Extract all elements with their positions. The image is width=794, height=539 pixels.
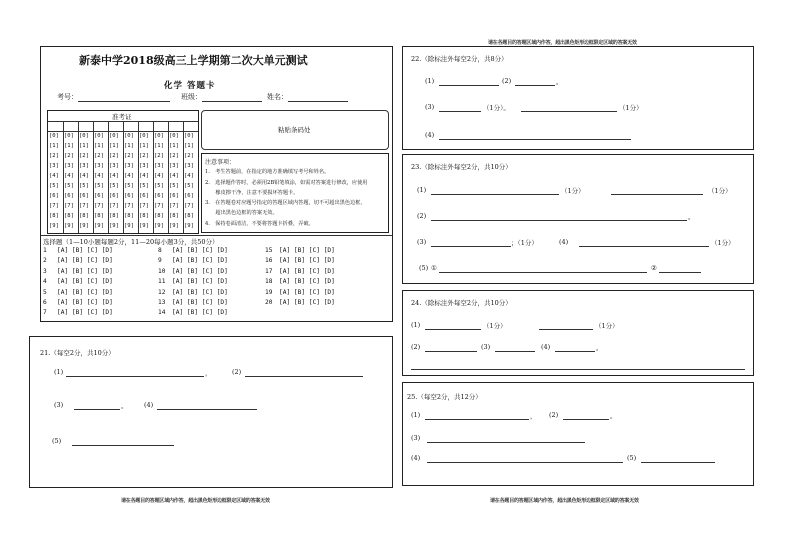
admission-digit-bubble[interactable]: [9] [64,223,74,229]
q22-panel [402,46,754,150]
q22-b3-label: (3) [425,103,435,111]
q23-c2-blank[interactable] [659,272,701,273]
class-label: 班级： [181,93,202,101]
q22-b2-end: 。 [556,78,563,86]
q21-b3-label: (3) [54,401,64,409]
mc-question-row[interactable] [43,299,113,306]
q23-b3-label: (3) [417,238,427,246]
q23-b1b-points: （1分） [708,187,732,195]
admission-digit-bubble[interactable]: [0] [49,133,59,139]
mc-question-row[interactable] [43,309,113,316]
mc-question-row[interactable] [265,268,335,275]
admission-digit-bubble[interactable]: [8] [139,213,149,219]
q24-b1-label: (1) [411,321,421,329]
q21-b5-label: (5) [52,437,62,445]
mc-question-row[interactable] [43,268,113,275]
admission-digit-bubble[interactable]: [0] [109,133,119,139]
q22-b2-label: (2) [502,77,512,85]
mc-options[interactable]: [A] [B] [C] [D] [57,278,113,286]
admission-digit-bubble[interactable]: [7] [49,203,59,209]
q24-b2-blank[interactable] [425,351,477,352]
admission-digit-bubble[interactable]: [0] [124,133,134,139]
q24-b4-blank[interactable] [555,351,595,352]
admission-digit-bubble[interactable]: [8] [79,213,89,219]
mc-options[interactable]: [A] [B] [C] [D] [172,267,228,275]
q25-b4-blank[interactable] [427,462,623,463]
admission-digit-bubble[interactable]: [9] [109,223,119,229]
admission-digit-bubble[interactable]: [4] [64,173,74,179]
admission-digit-bubble[interactable]: [8] [94,213,104,219]
mc-options[interactable]: [A] [B] [C] [D] [57,257,113,265]
mc-options[interactable]: [A] [B] [C] [D] [57,267,113,275]
exam-no-field[interactable] [57,92,170,102]
admission-digit-bubble[interactable]: [7] [184,203,194,209]
q25-b2-label: (2) [549,411,559,419]
admission-digit-bubble[interactable]: [6] [139,193,149,199]
admission-digit-bubble[interactable]: [1] [139,143,149,149]
exam-no-label: 考号： [57,93,78,101]
q23-b1-blank[interactable] [431,194,559,195]
mc-question-row[interactable] [265,278,335,285]
admission-digit-bubble[interactable]: [3] [94,163,104,169]
q21-title: 21.（每空2分，共10分） [40,349,115,357]
admission-digit-bubble[interactable]: [5] [139,183,149,189]
mc-question-number: 19 [265,288,273,296]
notice-bottom-right: 请在各题目的答题区域内作答，超出黑色矩形边框限定区域的答案无效 [490,498,639,504]
admission-digit-bubble[interactable]: [9] [124,223,134,229]
admission-digit-bubble[interactable]: [0] [184,133,194,139]
mc-options[interactable]: [A] [B] [C] [D] [279,257,335,265]
mc-options[interactable]: [A] [B] [C] [D] [57,288,113,296]
mc-question-row[interactable] [43,257,113,264]
mc-question-number: 15 [265,247,273,254]
admission-digit-bubble[interactable]: [9] [79,223,89,229]
q21-panel [29,336,393,488]
q22-b2-blank[interactable] [515,85,555,86]
left-header-panel [40,46,393,322]
mc-question-number: 20 [265,299,273,306]
q24-b3-label: (3) [481,343,491,351]
class-field[interactable] [181,92,262,102]
q23-b2-end: 。 [688,213,695,221]
q23-c1-blank[interactable] [439,272,647,273]
mc-question-number: 18 [265,278,273,286]
q21-b4-label: (4) [144,401,154,409]
q25-b1-label: (1) [411,411,421,419]
mc-question-row[interactable] [158,268,228,275]
q25-title: 25.（每空2分，共12分） [407,393,482,401]
admission-digit-bubble[interactable]: [0] [79,133,89,139]
q21-b1-end: ， [205,369,212,377]
admission-digit-bubble[interactable]: [4] [49,173,59,179]
mc-header: 选择题（1—10小题每题2分，11—20每小题3分，共50分） [43,238,219,246]
admission-digit-bubble[interactable]: [3] [79,163,89,169]
mc-options[interactable]: [A] [B] [C] [D] [279,267,335,275]
q24-panel [402,290,754,376]
admission-digit-bubble[interactable]: [2] [94,153,104,159]
q21-b5-blank[interactable] [72,445,174,446]
admission-digit-bubble[interactable]: [3] [49,163,59,169]
notice-bottom-left: 请在各题目的答题区域内作答，超出黑色矩形边框限定区域的答案无效 [121,498,270,504]
admission-digit-bubble[interactable]: [5] [64,183,74,189]
mc-options[interactable]: [A] [B] [C] [D] [172,257,228,265]
admission-digit-bubble[interactable]: [6] [64,193,74,199]
q24-b4-label: (4) [541,343,551,351]
mc-question-number: 12 [158,288,166,296]
admission-digit-bubble[interactable]: [5] [79,183,89,189]
admission-digit-bubble[interactable]: [2] [169,153,179,159]
mc-options[interactable]: [A] [B] [C] [D] [279,278,335,286]
instruction-line-1: 1. 考生答题前，在指定的地方准确填写考号和姓名。 [205,169,330,175]
admission-digit-bubble[interactable]: [2] [64,153,74,159]
q22-b3b-blank[interactable] [521,111,617,112]
admission-digit-bubble[interactable]: [9] [154,223,164,229]
admission-digit-bubble[interactable]: [9] [184,223,194,229]
admission-digit-bubble[interactable]: [3] [124,163,134,169]
mc-question-row[interactable] [43,278,113,285]
admission-digit-bubble[interactable]: [8] [184,213,194,219]
admission-digit-bubble[interactable]: [3] [184,163,194,169]
admission-digit-bubble[interactable]: [0] [94,133,104,139]
mc-question-row[interactable] [43,289,113,296]
q23-b5-label: (5) [419,264,429,272]
q21-b3-end: 。 [121,402,128,410]
admission-digit-bubble[interactable]: [0] [139,133,149,139]
admission-digit-bubble[interactable]: [9] [169,223,179,229]
admission-digit-bubble[interactable]: [2] [154,153,164,159]
mc-question-number: 9 [158,257,162,265]
admission-digit-bubble[interactable]: [9] [94,223,104,229]
q23-b1-points: （1分） [561,187,585,195]
mc-question-row[interactable] [158,309,228,316]
mc-question-number: 3 [43,267,47,275]
q25-b4-label: (4) [411,454,421,462]
q24-b1b-points: （1分） [595,322,619,330]
q21-b4-blank[interactable] [157,409,257,410]
q22-b1-blank[interactable] [439,85,499,86]
q22-b4-blank[interactable] [439,139,631,140]
q22-b4-label: (4) [425,131,435,139]
admission-digit-bubble[interactable]: [9] [49,223,59,229]
admission-digit-bubble[interactable]: [6] [94,193,104,199]
name-label: 姓名： [267,93,288,101]
admission-digit-bubble[interactable]: [8] [109,213,119,219]
barcode-label: 粘贴条码处 [278,126,311,134]
instruction-line-2: 2. 选择题作答时，必须用2B铅笔填涂，如需对答案进行修改，应使用 [205,180,368,186]
mc-question-number: 1 [43,247,47,254]
q25-b1-blank[interactable] [425,419,529,420]
mc-question-number: 6 [43,299,47,306]
q24-b1b-blank[interactable] [539,329,593,330]
mc-question-row[interactable] [265,299,335,306]
instruction-line-4: 3. 在答题卷对应题号指定的答题区域内答题，切不可超出黑色边框， [205,200,366,206]
mc-question-row[interactable] [158,247,228,254]
admission-digit-bubble[interactable]: [3] [109,163,119,169]
mc-question-number: 2 [43,257,47,265]
admission-digit-bubble[interactable]: [7] [154,203,164,209]
q23-b1b-blank[interactable] [611,194,703,195]
admission-digit-bubble[interactable]: [1] [109,143,119,149]
admission-digit-bubble[interactable]: [8] [49,213,59,219]
admission-digit-bubble[interactable]: [7] [64,203,74,209]
mc-question-number: 13 [158,299,166,306]
admission-digit-bubble[interactable]: [2] [49,153,59,159]
mc-question-row[interactable] [265,257,335,264]
admission-digit-bubble[interactable]: [4] [169,173,179,179]
q24-b1-blank[interactable] [425,329,481,330]
q24-extra-line[interactable] [411,369,745,370]
card-subtitle: 化学 答题卡 [164,81,216,91]
mc-question-number: 11 [158,278,166,286]
instruction-line-3: 橡皮擦干净，注意不要损坏答题卡。 [205,190,299,196]
admission-digit-bubble[interactable]: [4] [184,173,194,179]
admission-digit-bubble[interactable]: [5] [124,183,134,189]
admission-digit-bubble[interactable]: [3] [169,163,179,169]
mc-question-number: 16 [265,257,273,265]
admission-grid [47,110,199,234]
admission-digit-bubble[interactable]: [2] [124,153,134,159]
mc-options[interactable]: [A] [B] [C] [D] [172,278,228,286]
q25-panel [402,382,754,486]
admission-digit-bubble[interactable]: [3] [139,163,149,169]
mc-options[interactable]: [A] [B] [C] [D] [279,288,335,296]
admission-digit-bubble[interactable]: [5] [169,183,179,189]
q22-b1-label: (1) [425,77,435,85]
mc-question-number: 5 [43,288,47,296]
admission-digit-bubble[interactable]: [7] [124,203,134,209]
admission-digit-bubble[interactable]: [7] [109,203,119,209]
q25-b5-blank[interactable] [641,462,715,463]
mc-question-row[interactable] [158,278,228,285]
q22-title: 22.（除标注外每空2分，共8分） [411,55,508,63]
instructions-title: 注意事项： [205,159,236,166]
admission-digit-bubble[interactable]: [8] [154,213,164,219]
mc-question-number: 7 [43,309,47,317]
admission-digit-bubble[interactable]: [4] [79,173,89,179]
mc-question-number: 10 [158,267,166,275]
q25-b2-end: 。 [610,412,617,420]
mc-options[interactable]: [A] [B] [C] [D] [172,299,228,306]
mc-question-number: 8 [158,247,162,254]
q22-b3-blank[interactable] [439,111,481,112]
admission-digit-bubble[interactable]: [2] [184,153,194,159]
admission-digit-grid [48,133,198,233]
mc-question-row[interactable] [158,299,228,306]
admission-digit-bubble[interactable]: [5] [94,183,104,189]
notice-top-right: 请在各题目的答题区域内作答，超出黑色矩形边框限定区域的答案无效 [488,40,637,46]
admission-digit-bubble[interactable]: [6] [79,193,89,199]
q21-b3-blank[interactable] [74,409,120,410]
q23-b2-label: (2) [417,212,427,220]
mc-options[interactable]: [A] [B] [C] [D] [279,247,335,254]
admission-digit-bubble[interactable]: [4] [109,173,119,179]
q22-b3b-points: （1分） [619,104,643,112]
q23-b2-blank[interactable] [431,220,687,221]
admission-digit-bubble[interactable]: [6] [109,193,119,199]
name-field[interactable] [267,92,348,102]
mc-options[interactable]: [A] [B] [C] [D] [57,309,113,317]
admission-digit-bubble[interactable]: [1] [124,143,134,149]
admission-digit-bubble[interactable]: [4] [94,173,104,179]
instructions-box [201,153,389,233]
q22-b3-points: （1分）。 [483,104,510,112]
q24-b4-end: 。 [596,344,603,352]
admission-digit-bubble[interactable]: [2] [79,153,89,159]
q24-title: 24.（除标注外每空2分，共10分） [411,299,512,307]
admission-digit-bubble[interactable]: [6] [49,193,59,199]
admission-digit-bubble[interactable]: [7] [139,203,149,209]
q25-b2-blank[interactable] [563,419,609,420]
q25-b1-end: ， [530,412,537,420]
q23-b3-points: ；（1分） [511,239,538,247]
admission-digit-bubble[interactable]: [5] [184,183,194,189]
admission-digit-bubble[interactable]: [8] [64,213,74,219]
mc-options[interactable]: [A] [B] [C] [D] [57,299,113,306]
admission-digit-bubble[interactable]: [0] [154,133,164,139]
admission-digit-bubble[interactable]: [1] [79,143,89,149]
mc-question-number: 17 [265,267,273,275]
instruction-line-6: 4. 保持卷面清洁，不要将答题卡折叠，弄破。 [205,221,314,227]
mc-block [43,247,383,319]
admission-digit-bubble[interactable]: [3] [154,163,164,169]
q23-b4-label: (4) [559,238,569,246]
q21-b1-label: (1) [54,368,64,376]
mc-question-row[interactable] [43,247,113,254]
q21-b2-label: (2) [232,368,242,376]
admission-digit-bubble[interactable]: [2] [139,153,149,159]
q24-b2-label: (2) [411,343,421,351]
admission-digit-bubble[interactable]: [1] [49,143,59,149]
admission-digit-bubble[interactable]: [6] [169,193,179,199]
q23-panel [402,154,754,284]
admission-digit-bubble[interactable]: [4] [124,173,134,179]
admission-digit-bubble[interactable]: [4] [139,173,149,179]
mc-options[interactable]: [A] [B] [C] [D] [172,288,228,296]
q23-title: 23.（除标注外每空2分，共10分） [411,163,512,171]
admission-digit-bubble[interactable]: [6] [124,193,134,199]
barcode-area [201,110,389,150]
admission-digit-bubble[interactable]: [6] [154,193,164,199]
q23-b3-blank[interactable] [431,246,511,247]
q23-b4-blank[interactable] [579,246,709,247]
mc-question-number: 14 [158,309,166,317]
page-title: 新泰中学2018级高三上学期第二次大单元测试 [79,54,308,67]
admission-digit-bubble[interactable]: [1] [154,143,164,149]
admission-digit-bubble[interactable]: [6] [184,193,194,199]
mc-question-row[interactable] [265,289,335,296]
admission-digit-bubble[interactable]: [7] [169,203,179,209]
admission-digit-bubble[interactable]: [4] [154,173,164,179]
admission-digit-bubble[interactable]: [8] [124,213,134,219]
mc-options[interactable]: [A] [B] [C] [D] [172,247,228,254]
admission-label: 准考证 [112,113,132,121]
admission-digit-bubble[interactable]: [2] [109,153,119,159]
admission-digit-bubble[interactable]: [5] [154,183,164,189]
mc-question-number: 4 [43,278,47,286]
admission-digit-bubble[interactable]: [5] [109,183,119,189]
admission-digit-bubble[interactable]: [1] [64,143,74,149]
q23-c2-label: ② [651,264,657,272]
admission-digit-bubble[interactable]: [1] [169,143,179,149]
instruction-line-5: 超出黑色边框的答案无效。 [205,210,278,216]
q24-b3-blank[interactable] [495,351,535,352]
q24-b1-points: （1分） [483,322,507,330]
q25-b3-label: (3) [411,434,421,442]
mc-question-row[interactable] [158,289,228,296]
q25-b3-blank[interactable] [427,442,585,443]
admission-digit-bubble[interactable]: [0] [169,133,179,139]
mc-options[interactable]: [A] [B] [C] [D] [172,309,228,317]
admission-digit-bubble[interactable]: [3] [64,163,74,169]
admission-digit-bubble[interactable]: [7] [94,203,104,209]
mc-options[interactable]: [A] [B] [C] [D] [57,247,113,254]
admission-digit-bubble[interactable]: [1] [184,143,194,149]
q23-b1-label: (1) [417,186,427,194]
q23-c1-label: ① [431,264,437,272]
q23-b4-points: （1分） [711,239,735,247]
mc-question-row[interactable] [265,247,335,254]
admission-digit-bubble[interactable]: [8] [169,213,179,219]
admission-digit-bubble[interactable]: [7] [79,203,89,209]
mc-question-row[interactable] [158,257,228,264]
admission-digit-bubble[interactable]: [9] [139,223,149,229]
mc-options[interactable]: [A] [B] [C] [D] [279,299,335,306]
q21-b2-blank[interactable] [245,376,363,377]
admission-digit-bubble[interactable]: [5] [49,183,59,189]
admission-digit-bubble[interactable]: [0] [64,133,74,139]
q25-b5-label: (5) [627,454,637,462]
q21-b1-blank[interactable] [66,376,204,377]
admission-digit-bubble[interactable]: [1] [94,143,104,149]
